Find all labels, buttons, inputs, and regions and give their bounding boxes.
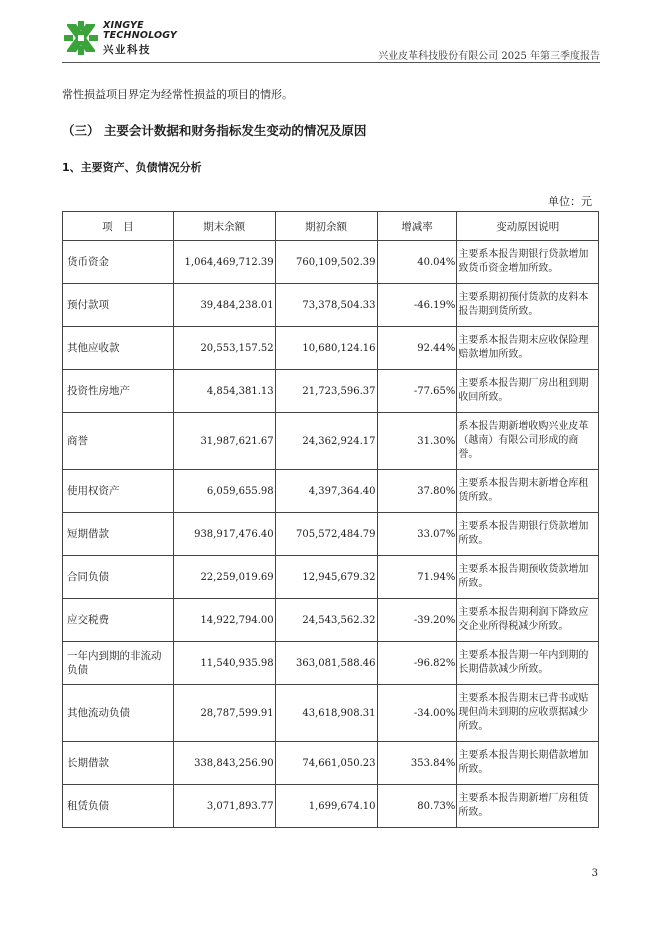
table-row xyxy=(63,241,599,284)
company-logo xyxy=(63,18,193,60)
table-row xyxy=(63,284,599,327)
row-end-balance: 6,059,655.98 xyxy=(173,470,275,513)
row-reason: 主要系本报告期银行贷款增加致货币资金增加所致。 xyxy=(457,241,599,284)
row-reason: 主要系本报告期厂房出租到期收回所致。 xyxy=(457,370,599,413)
row-item: 应交税费 xyxy=(63,599,174,642)
row-begin-balance: 24,543,562.32 xyxy=(275,599,377,642)
row-reason: 主要系本报告期一年内到期的长期借款减少所致。 xyxy=(457,642,599,685)
row-end-balance: 3,071,893.77 xyxy=(173,785,275,828)
row-reason: 主要系本报告期末新增仓库租赁所致。 xyxy=(457,470,599,513)
row-item: 其他流动负债 xyxy=(63,685,174,742)
page-number: 3 xyxy=(591,868,598,879)
section-heading: （三） 主要会计数据和财务指标发生变动的情况及原因 xyxy=(62,123,367,138)
row-change-rate: 71.94% xyxy=(377,556,457,599)
row-reason: 主要系本报告期新增厂房租赁所致。 xyxy=(457,785,599,828)
row-item: 商誉 xyxy=(63,413,174,470)
report-title: 兴业皮革科技股份有限公司 2025 年第三季度报告 xyxy=(378,51,600,62)
row-change-rate: 31.30% xyxy=(377,413,457,470)
row-change-rate: -34.00% xyxy=(377,685,457,742)
table-row xyxy=(63,742,599,785)
row-item: 使用权资产 xyxy=(63,470,174,513)
row-begin-balance: 12,945,679.32 xyxy=(275,556,377,599)
table-row xyxy=(63,413,599,470)
row-begin-balance: 74,661,050.23 xyxy=(275,742,377,785)
header-reason: 变动原因说明 xyxy=(457,212,599,241)
row-item: 合同负债 xyxy=(63,556,174,599)
header-end-balance: 期末余额 xyxy=(173,212,275,241)
row-end-balance: 938,917,476.40 xyxy=(173,513,275,556)
table-row xyxy=(63,513,599,556)
row-item: 租赁负债 xyxy=(63,785,174,828)
row-begin-balance: 43,618,908.31 xyxy=(275,685,377,742)
table-row xyxy=(63,685,599,742)
header-divider xyxy=(62,62,600,63)
row-item: 长期借款 xyxy=(63,742,174,785)
row-begin-balance: 10,680,124.16 xyxy=(275,327,377,370)
header-change-rate: 增减率 xyxy=(377,212,457,241)
row-change-rate: 33.07% xyxy=(377,513,457,556)
table-row xyxy=(63,370,599,413)
row-end-balance: 14,922,794.00 xyxy=(173,599,275,642)
row-item: 短期借款 xyxy=(63,513,174,556)
row-end-balance: 20,553,157.52 xyxy=(173,327,275,370)
row-item: 其他应收款 xyxy=(63,327,174,370)
row-change-rate: -46.19% xyxy=(377,284,457,327)
row-reason: 系本报告期新增收购兴业皮革（越南）有限公司形成的商誉。 xyxy=(457,413,599,470)
brand-name-cn: 兴业科技 xyxy=(103,44,151,56)
unit-label: 单位：元 xyxy=(548,195,592,208)
row-end-balance: 22,259,019.69 xyxy=(173,556,275,599)
row-reason: 主要系本报告期银行贷款增加所致。 xyxy=(457,513,599,556)
row-change-rate: 37.80% xyxy=(377,470,457,513)
table-row xyxy=(63,556,599,599)
continuation-text: 常性损益项目界定为经常性损益的项目的情形。 xyxy=(62,88,293,101)
sub-heading: 1、主要资产、负债情况分析 xyxy=(62,161,202,174)
asset-liability-table xyxy=(62,211,599,828)
row-reason: 主要系本报告期末应收保险理赔款增加所致。 xyxy=(457,327,599,370)
row-end-balance: 338,843,256.90 xyxy=(173,742,275,785)
header-item: 项 目 xyxy=(63,212,174,241)
row-item: 投资性房地产 xyxy=(63,370,174,413)
table-row xyxy=(63,642,599,685)
row-change-rate: -77.65% xyxy=(377,370,457,413)
row-reason: 主要系本报告期利润下降致应交企业所得税减少所致。 xyxy=(457,599,599,642)
brand-name-en: XINGYE TECHNOLOGY xyxy=(103,20,178,41)
row-reason: 主要系本报告期长期借款增加所致。 xyxy=(457,742,599,785)
row-item: 一年内到期的非流动负债 xyxy=(63,642,174,685)
table-row xyxy=(63,470,599,513)
row-end-balance: 28,787,599.91 xyxy=(173,685,275,742)
row-end-balance: 31,987,621.67 xyxy=(173,413,275,470)
header-begin-balance: 期初余额 xyxy=(275,212,377,241)
row-begin-balance: 4,397,364.40 xyxy=(275,470,377,513)
row-change-rate: 353.84% xyxy=(377,742,457,785)
row-begin-balance: 760,109,502.39 xyxy=(275,241,377,284)
row-change-rate: -39.20% xyxy=(377,599,457,642)
table-row xyxy=(63,785,599,828)
table-header-row xyxy=(63,212,599,241)
row-change-rate: 80.73% xyxy=(377,785,457,828)
table-row xyxy=(63,327,599,370)
row-begin-balance: 73,378,504.33 xyxy=(275,284,377,327)
row-change-rate: -96.82% xyxy=(377,642,457,685)
row-begin-balance: 363,081,588.46 xyxy=(275,642,377,685)
row-begin-balance: 21,723,596.37 xyxy=(275,370,377,413)
row-begin-balance: 705,572,484.79 xyxy=(275,513,377,556)
table-row xyxy=(63,599,599,642)
xingye-logo-icon xyxy=(63,20,99,56)
row-reason: 主要系本报告期末已背书或贴现但尚未到期的应收票据减少所致。 xyxy=(457,685,599,742)
row-item: 货币资金 xyxy=(63,241,174,284)
row-reason: 主要系本报告期预收货款增加所致。 xyxy=(457,556,599,599)
row-end-balance: 1,064,469,712.39 xyxy=(173,241,275,284)
row-end-balance: 4,854,381.13 xyxy=(173,370,275,413)
row-change-rate: 40.04% xyxy=(377,241,457,284)
row-item: 预付款项 xyxy=(63,284,174,327)
row-begin-balance: 24,362,924.17 xyxy=(275,413,377,470)
row-end-balance: 39,484,238.01 xyxy=(173,284,275,327)
row-reason: 主要系期初预付货款的皮料本报告期到货所致。 xyxy=(457,284,599,327)
row-end-balance: 11,540,935.98 xyxy=(173,642,275,685)
row-change-rate: 92.44% xyxy=(377,327,457,370)
row-begin-balance: 1,699,674.10 xyxy=(275,785,377,828)
